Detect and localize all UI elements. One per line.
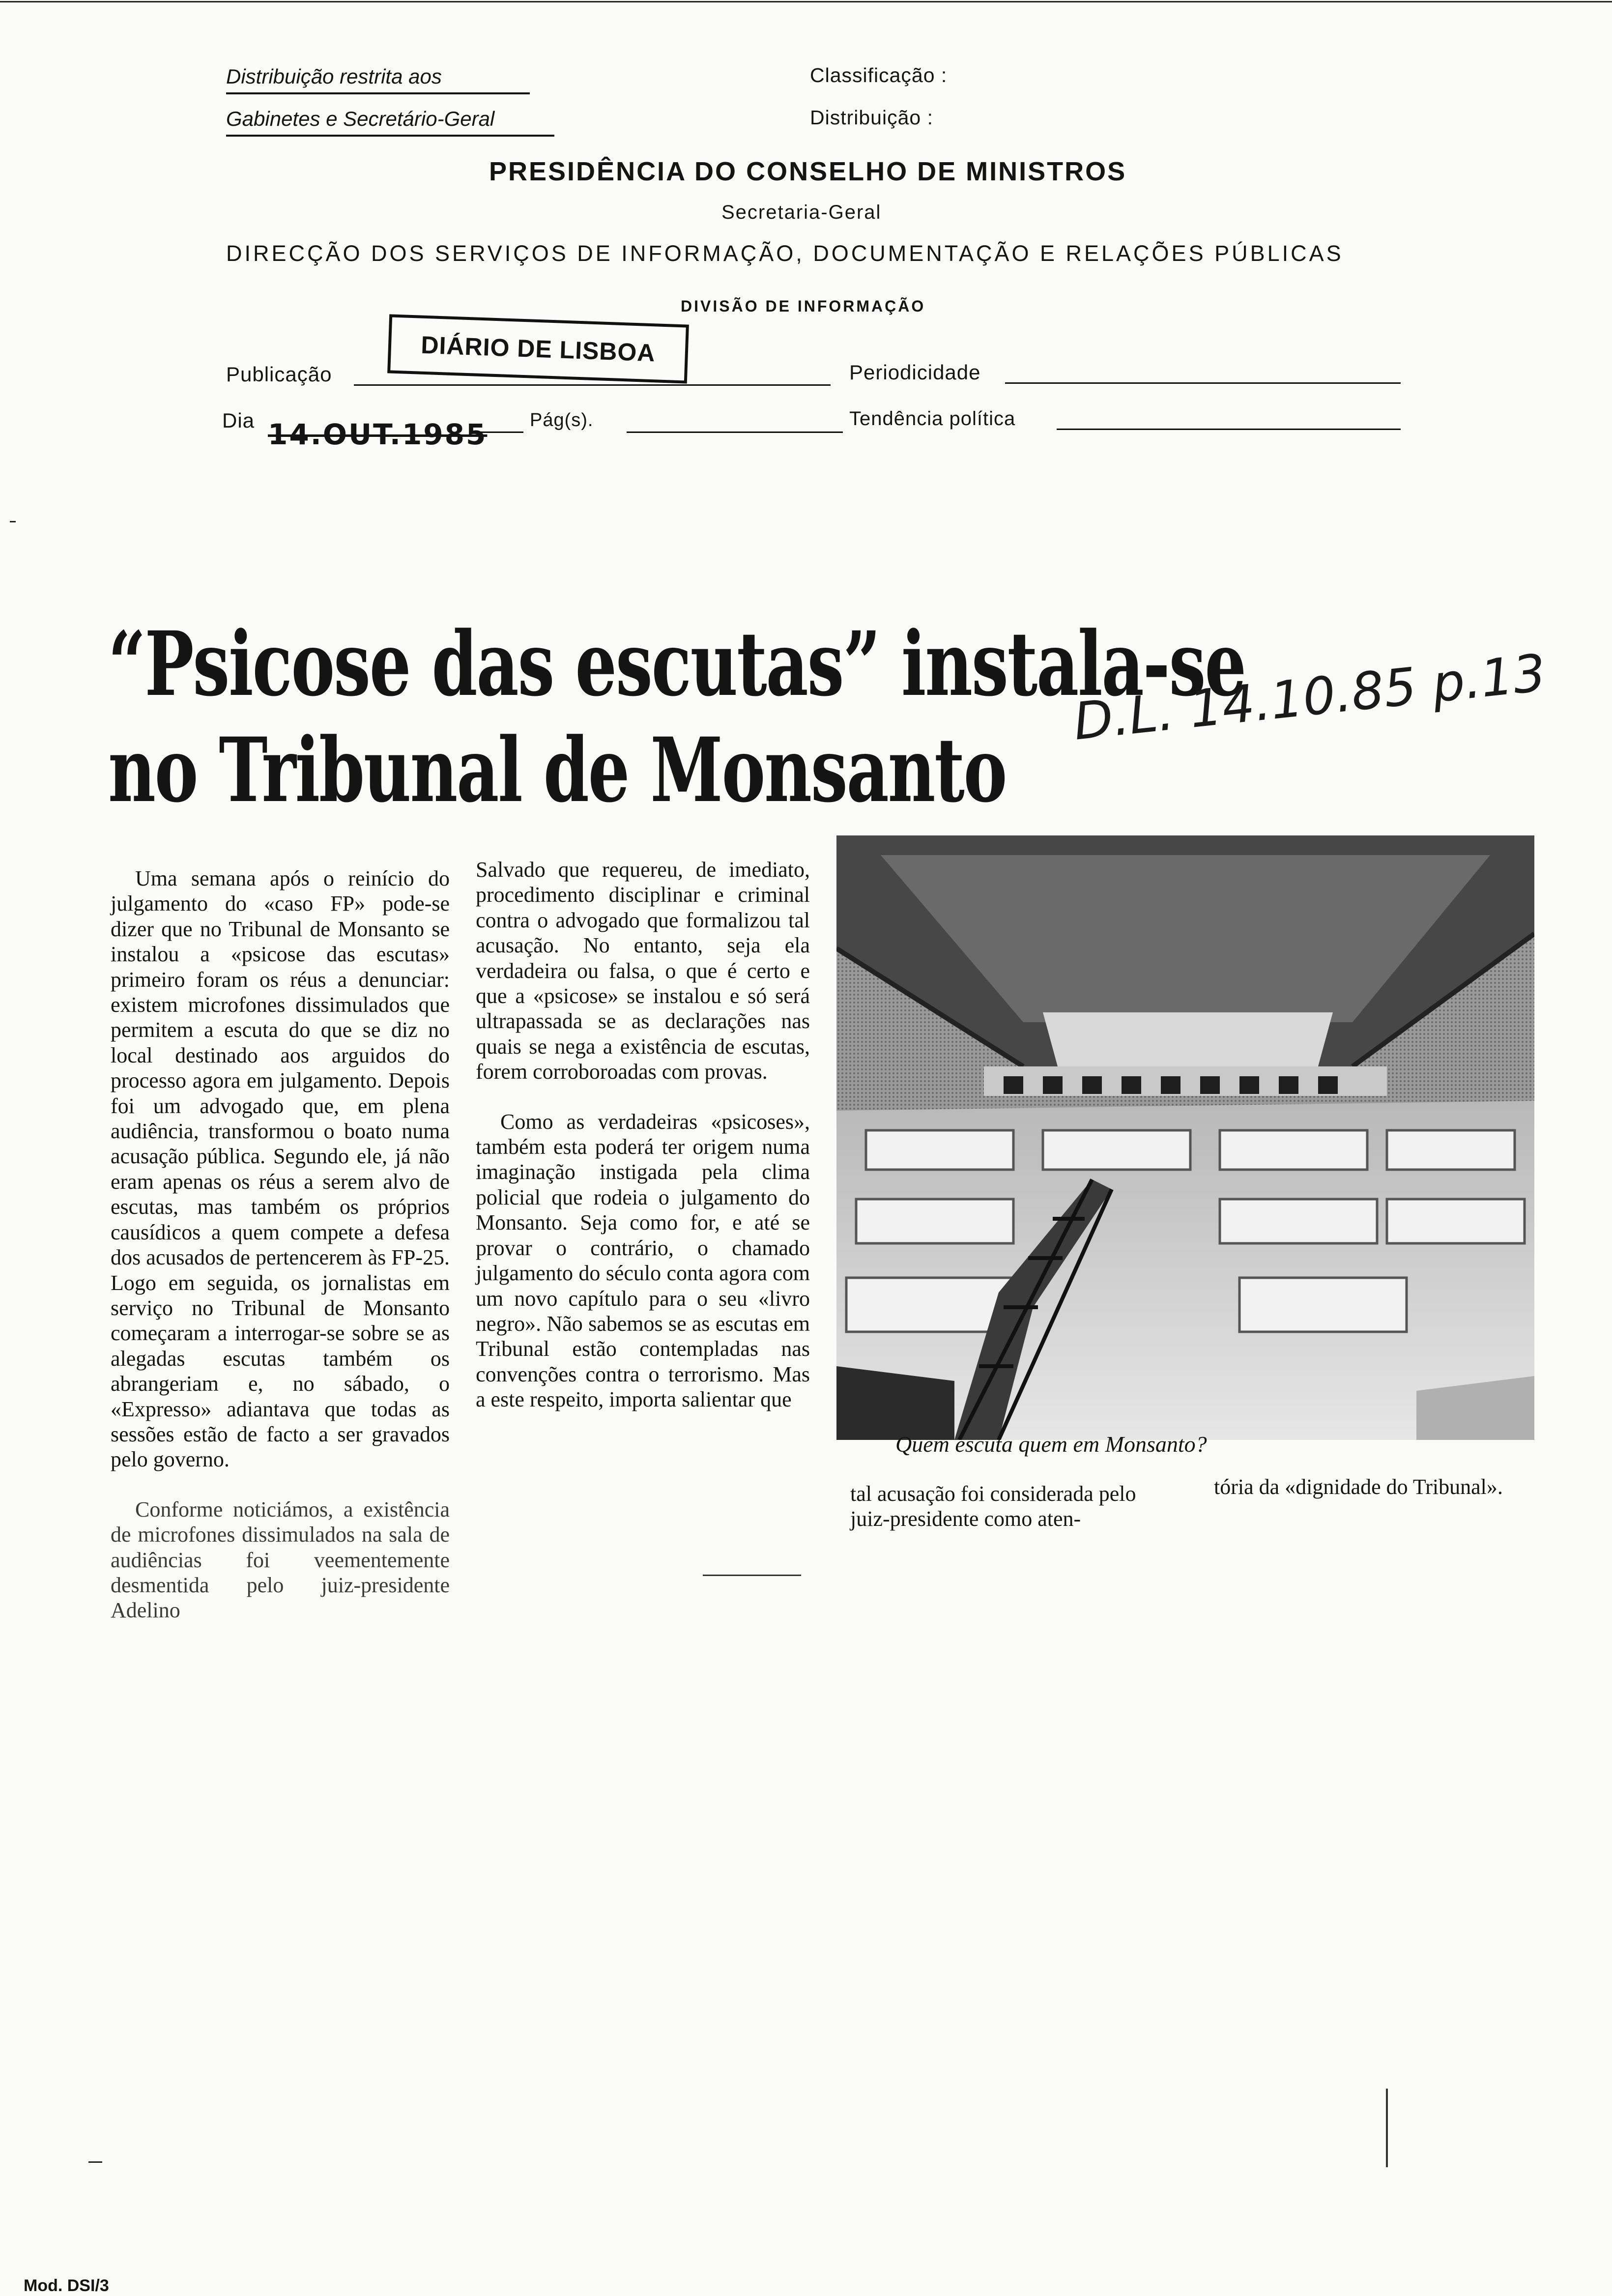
top-border-line — [0, 1, 1612, 2]
periodicidade-label: Periodicidade — [849, 361, 981, 384]
courtroom-photo-drawing — [836, 835, 1534, 1440]
tendencia-field-line — [1057, 429, 1401, 430]
restricted-distribution-line1: Distribuição restrita aos — [226, 65, 442, 88]
article-paragraph: Uma semana após o reinício do julgamento do «caso FP» pode-se dizer que no Tribunal de Monsanto se instalou a «psicose das escutas» primeiro foram os réus a denunciar: existem microfones dissimulados que permitem a escuta do que se diz no local destinado aos arguidos do processo agora em julgamento. Depois foi um advogado que, em plena audiência, transformou o boato numa acusação pública. Segundo ele, já não eram apenas os réus a serem alvo de escutas, mas também os próprios causídicos a quem compete a defesa dos acusados de pertencerem às FP-25. Logo em seguida, os jornalistas em serviço no Tribunal de Monsanto começaram a interrogar-se sobre se as alegadas escutas também os abrangeriam e, no sábado, o «Expresso» adiantava que todas as sessões estão de facto a ser gravados pelo governo. — [111, 866, 450, 1472]
headline-line2: no Tribunal de Monsanto — [108, 718, 1007, 822]
article-paragraph: Como as verdadeiras «psicoses», também esta poderá ter origem numa imaginação instigada pela clima policial que rodeia o julgamento do Monsanto. Seja como for, e até se provar o contrário, o chamado julgamento do século conta agora com um novo capítulo para o seu «livro negro». Não sabemos se as escutas em Tribunal estão contempladas nas convenções contra o terrorismo. Mas a este respeito, importa salientar que — [476, 1109, 810, 1412]
scan-mark — [1386, 2089, 1388, 2167]
classificacao-label: Classificação : — [810, 64, 948, 86]
distribuicao-label: Distribuição : — [810, 106, 933, 129]
publication-stamp — [387, 314, 689, 383]
direccao-title: DIRECÇÃO DOS SERVIÇOS DE INFORMAÇÃO, DOCUMENTAÇÃO E RELAÇÕES PÚBLICAS — [226, 241, 1344, 266]
publicacao-label: Publicação — [226, 363, 332, 386]
pags-label: Pág(s). — [530, 410, 594, 430]
article-paragraph: tal acusação foi considerada pelo juiz-presidente como aten- — [850, 1482, 1136, 1531]
date-stamp: 14.OUT.1985 — [268, 418, 488, 451]
end-rule — [703, 1575, 801, 1576]
secretaria-geral: Secretaria-Geral — [721, 201, 882, 223]
dia-label: Dia — [222, 409, 255, 432]
form-code: Mod. DSI/3 — [24, 2276, 109, 2295]
publication-name: DIÁRIO DE LISBOA — [420, 331, 656, 367]
courtroom-photo — [836, 835, 1534, 1440]
article-column-1 — [111, 866, 450, 1623]
restricted-distribution-line2: Gabinetes e Secretário-Geral — [226, 107, 495, 130]
article-paragraph: Conforme noticiámos, a existência de microfones dissimulados na sala de audiências foi veementemente desmentida pelo juiz-presidente Adelino — [111, 1497, 450, 1623]
presidency-title: PRESIDÊNCIA DO CONSELHO DE MINISTROS — [489, 157, 1127, 186]
pags-field-line — [627, 431, 843, 433]
photo-caption: Quem escuta quem em Monsanto? — [895, 1432, 1207, 1457]
article-paragraph: Salvado que requereu, de imediato, procedimento disciplinar e criminal contra o advogado que formalizou tal acusação. No entanto, seja ela verdadeira ou falsa, o que é certo e que a «psicose» se instalou e só será ultrapassada se as declarações nas quais se nega a existência de escutas, forem corroboroadas com provas. — [476, 858, 810, 1084]
tendencia-label: Tendência política — [849, 408, 1016, 430]
publicacao-field-line — [354, 384, 831, 386]
article-column-4 — [1214, 1474, 1533, 1499]
underline — [226, 135, 554, 137]
handwritten-annotation: D.L. 14.10.85 p.13 — [1070, 642, 1549, 752]
underline — [226, 92, 530, 94]
scan-mark — [88, 2161, 102, 2163]
periodicidade-field-line — [1005, 382, 1401, 384]
scan-mark — [10, 521, 16, 522]
article-column-2 — [476, 857, 810, 1412]
divisao-title: DIVISÃO DE INFORMAÇÃO — [681, 297, 926, 315]
article-column-3 — [850, 1481, 1175, 1532]
dia-field-line — [472, 431, 523, 433]
article-paragraph: tória da «dignidade do Tribunal». — [1214, 1475, 1503, 1499]
headline-line1: “Psicose das escutas” instala-se — [108, 612, 1245, 716]
